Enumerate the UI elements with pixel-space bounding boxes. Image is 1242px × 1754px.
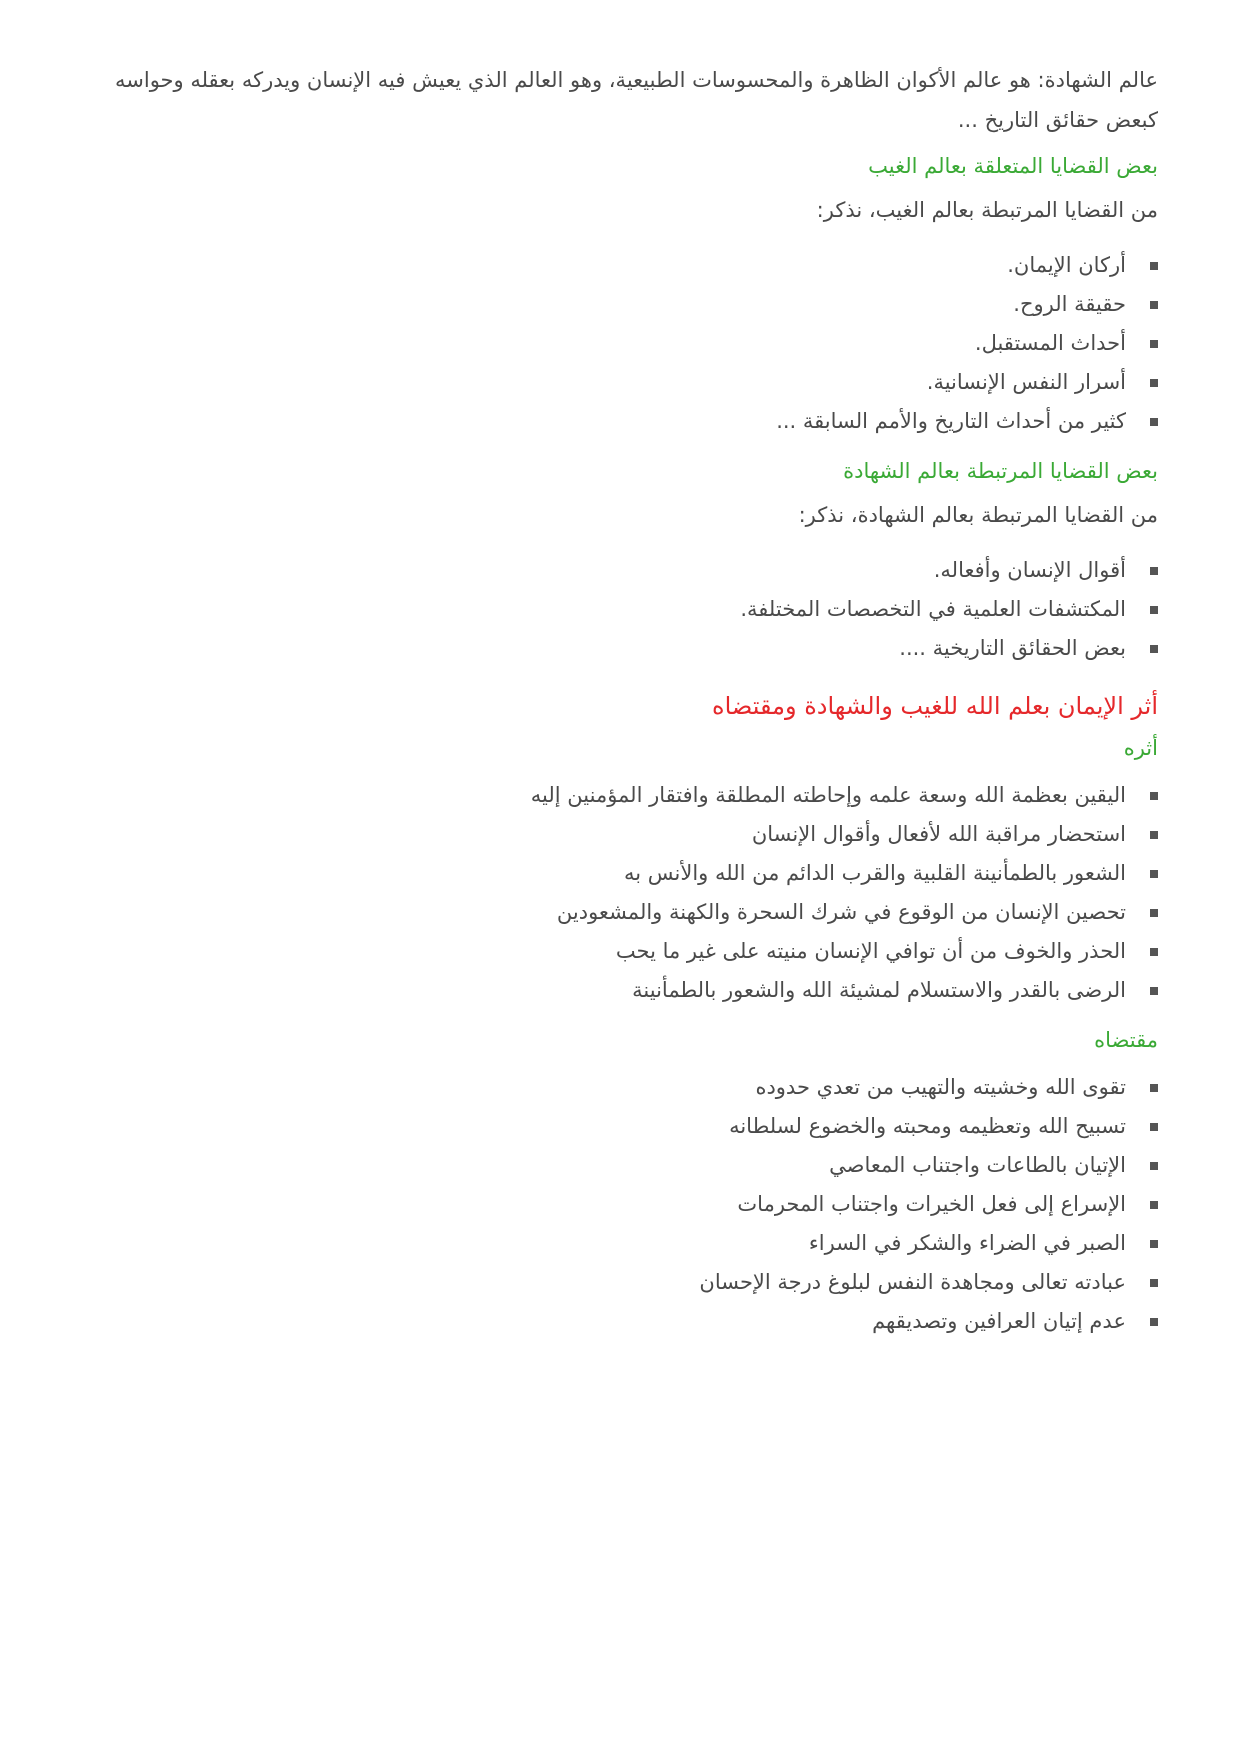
ghayb-list [104, 246, 1158, 441]
bullet-square-icon [1150, 418, 1158, 426]
bullet-square-icon [1150, 792, 1158, 800]
list-item: الحذر والخوف من أن توافي الإنسان منيته على غير ما يحب [104, 932, 1158, 971]
muqtada-list [104, 1068, 1158, 1341]
intro-paragraph: عالم الشهادة: هو عالم الأكوان الظاهرة والمحسوسات الطبيعية، وهو العالم الذي يعيش فيه الإنسان ويدركه بعقله وحواسه كبعض حقائق التاريخ ... [115, 68, 1158, 132]
bullet-square-icon [1150, 870, 1158, 878]
muqtada-heading: مقتضاه [1094, 1028, 1158, 1052]
list-item: الصبر في الضراء والشكر في السراء [104, 1224, 1158, 1263]
bullet-square-icon [1150, 1240, 1158, 1248]
bullet-square-icon [1150, 606, 1158, 614]
ghayb-heading: بعض القضايا المتعلقة بعالم الغيب [868, 154, 1158, 178]
bullet-square-icon [1150, 1279, 1158, 1287]
bullet-square-icon [1150, 379, 1158, 387]
athar-heading: أثره [1123, 736, 1158, 760]
list-item: تسبيح الله وتعظيمه ومحبته والخضوع لسلطانه [104, 1107, 1158, 1146]
bullet-square-icon [1150, 301, 1158, 309]
shahada-lead: من القضايا المرتبطة بعالم الشهادة، نذكر: [798, 503, 1158, 527]
bullet-square-icon [1150, 1123, 1158, 1131]
list-item: تقوى الله وخشيته والتهيب من تعدي حدوده [104, 1068, 1158, 1107]
list-item: أحداث المستقبل. [104, 324, 1158, 363]
list-item: أقوال الإنسان وأفعاله. [104, 551, 1158, 590]
list-item: الرضى بالقدر والاستسلام لمشيئة الله والشعور بالطمأنينة [104, 971, 1158, 1010]
list-item: حقيقة الروح. [104, 285, 1158, 324]
bullet-square-icon [1150, 831, 1158, 839]
list-item: تحصين الإنسان من الوقوع في شرك السحرة والكهنة والمشعودين [104, 893, 1158, 932]
bullet-square-icon [1150, 1201, 1158, 1209]
list-item: عدم إتيان العرافين وتصديقهم [104, 1302, 1158, 1341]
list-item: استحضار مراقبة الله لأفعال وأقوال الإنسان [104, 815, 1158, 854]
bullet-square-icon [1150, 1318, 1158, 1326]
bullet-square-icon [1150, 340, 1158, 348]
shahada-heading: بعض القضايا المرتبطة بعالم الشهادة [843, 459, 1158, 483]
bullet-square-icon [1150, 948, 1158, 956]
list-item: كثير من أحداث التاريخ والأمم السابقة ... [104, 402, 1158, 441]
ghayb-lead: من القضايا المرتبطة بعالم الغيب، نذكر: [816, 198, 1158, 222]
bullet-square-icon [1150, 987, 1158, 995]
list-item: الشعور بالطمأنينة القلبية والقرب الدائم من الله والأنس به [104, 854, 1158, 893]
list-item: المكتشفات العلمية في التخصصات المختلفة. [104, 590, 1158, 629]
list-item: الإتيان بالطاعات واجتناب المعاصي [104, 1146, 1158, 1185]
list-item: أسرار النفس الإنسانية. [104, 363, 1158, 402]
list-item: الإسراع إلى فعل الخيرات واجتناب المحرمات [104, 1185, 1158, 1224]
bullet-square-icon [1150, 909, 1158, 917]
list-item: اليقين بعظمة الله وسعة علمه وإحاطته المطلقة وافتقار المؤمنين إليه [104, 776, 1158, 815]
bullet-square-icon [1150, 567, 1158, 575]
bullet-square-icon [1150, 645, 1158, 653]
list-item: بعض الحقائق التاريخية .... [104, 629, 1158, 668]
athar-list [104, 776, 1158, 1010]
list-item: أركان الإيمان. [104, 246, 1158, 285]
bullet-square-icon [1150, 1084, 1158, 1092]
bullet-square-icon [1150, 1162, 1158, 1170]
shahada-list [104, 551, 1158, 668]
list-item: عبادته تعالى ومجاهدة النفس لبلوغ درجة الإحسان [104, 1263, 1158, 1302]
athar-title: أثر الإيمان بعلم الله للغيب والشهادة ومقتضاه [712, 692, 1158, 720]
bullet-square-icon [1150, 262, 1158, 270]
